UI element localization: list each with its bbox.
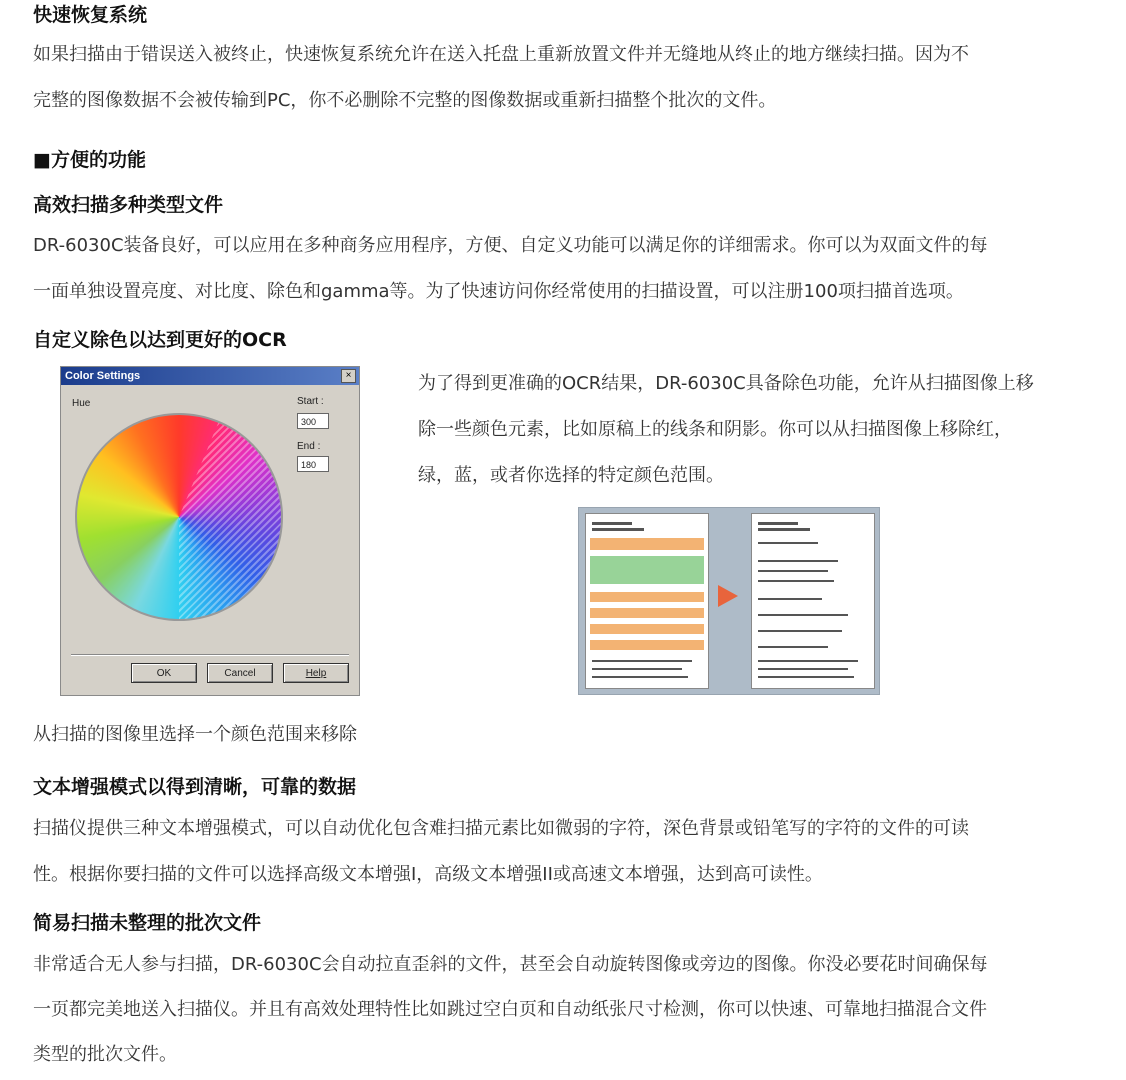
ok-button[interactable]: OK bbox=[131, 663, 197, 683]
help-button[interactable]: Help bbox=[283, 663, 349, 683]
dialog-divider bbox=[71, 654, 349, 656]
batch-line-2: 一页都完美地送入扫描仪。并且有高效处理特性比如跳过空白页和自动纸张尺寸检测，你可以快速、可靠地扫描混合文件 bbox=[33, 999, 987, 1020]
quick-recovery-line-1: 如果扫描由于错误送入被终止，快速恢复系统允许在送入托盘上重新放置文件并无缝地从终止的地方继续扫描。因为不 bbox=[33, 44, 969, 65]
heading-color-dropout: 自定义除色以达到更好的OCR bbox=[33, 329, 287, 351]
efficient-line-1: DR-6030C装备良好，可以应用在多种商务应用程序，方便、自定义功能可以满足你的详细需求。你可以为双面文件的每 bbox=[33, 235, 988, 256]
start-label: Start : bbox=[297, 396, 324, 407]
arrow-right-icon bbox=[718, 585, 738, 607]
batch-line-3: 类型的批次文件。 bbox=[33, 1044, 177, 1065]
text-enhance-line-2: 性。根据你要扫描的文件可以选择高级文本增强I，高级文本增强II或高速文本增强，达到高可读性。 bbox=[33, 864, 823, 885]
hue-label: Hue bbox=[72, 398, 91, 409]
dropout-caption: 从扫描的图像里选择一个颜色范围来移除 bbox=[33, 724, 357, 745]
quick-recovery-line-2: 完整的图像数据不会被传输到PC，你不必删除不完整的图像数据或重新扫描整个批次的文件。 bbox=[33, 90, 777, 111]
dropout-line-1: 为了得到更准确的OCR结果，DR-6030C具备除色功能，允许从扫描图像上移 bbox=[418, 373, 1034, 394]
end-label: End : bbox=[297, 441, 321, 452]
heading-convenient-functions: ■方便的功能 bbox=[33, 149, 146, 171]
dropout-line-2: 除一些颜色元素，比如原稿上的线条和阴影。你可以从扫描图像上移除红， bbox=[418, 419, 1012, 440]
processed-form-page bbox=[751, 513, 875, 689]
start-input[interactable]: 300 bbox=[297, 413, 329, 429]
efficient-line-2: 一面单独设置亮度、对比度、除色和gamma等。为了快速访问你经常使用的扫描设置，可以注册100项扫描首选项。 bbox=[33, 281, 964, 302]
close-icon[interactable]: × bbox=[341, 369, 356, 383]
heading-text-enhancement: 文本增强模式以得到清晰，可靠的数据 bbox=[33, 776, 357, 798]
cancel-button[interactable]: Cancel bbox=[207, 663, 273, 683]
hue-selection-range bbox=[77, 415, 281, 619]
heading-efficient-scanning: 高效扫描多种类型文件 bbox=[33, 194, 224, 216]
original-form-page bbox=[585, 513, 709, 689]
text-enhance-line-1: 扫描仪提供三种文本增强模式，可以自动优化包含难扫描元素比如微弱的字符，深色背景或铅笔写的字符的文件的可读 bbox=[33, 818, 969, 839]
end-input[interactable]: 180 bbox=[297, 456, 329, 472]
before-after-dropout-image bbox=[578, 507, 880, 695]
dialog-title: Color Settings bbox=[61, 367, 359, 385]
heading-quick-recovery: 快速恢复系统 bbox=[33, 4, 148, 26]
dropout-line-3: 绿，蓝，或者你选择的特定颜色范围。 bbox=[418, 465, 724, 486]
color-settings-dialog bbox=[60, 366, 360, 696]
hue-color-wheel[interactable] bbox=[75, 413, 283, 621]
heading-batch-scanning: 简易扫描未整理的批次文件 bbox=[33, 912, 262, 934]
batch-line-1: 非常适合无人参与扫描，DR-6030C会自动拉直歪斜的文件，甚至会自动旋转图像或旁边的图像。你没必要花时间确保每 bbox=[33, 954, 988, 975]
